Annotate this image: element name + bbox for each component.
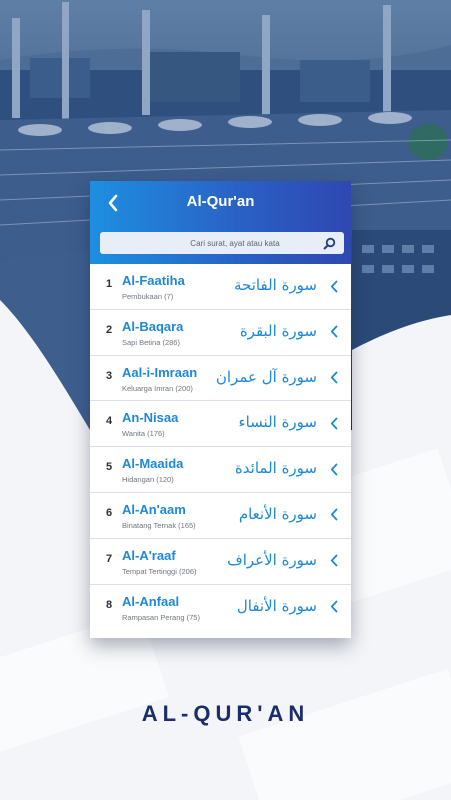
surah-meaning: Keluarga Imran (200) [122, 383, 193, 393]
app-screen-card [90, 181, 351, 638]
surah-arabic-name: سورة آل عمران [215, 367, 317, 386]
chevron-left-icon [329, 508, 339, 522]
surah-arabic-name: سورة المائدة [234, 459, 317, 478]
chevron-left-icon [329, 279, 339, 293]
surah-meaning: Binatang Ternak (165) [122, 520, 196, 530]
surah-meaning: Rampasan Perang (75) [122, 612, 200, 622]
chevron-left-icon [329, 325, 339, 339]
chevron-left-icon [329, 600, 339, 614]
surah-number: 2 [106, 323, 113, 336]
chevron-left-icon [329, 416, 339, 430]
page-title: Al-Qur'an [186, 193, 255, 210]
surah-number: 3 [106, 369, 113, 382]
surah-meaning: Sapi Betina (286) [122, 337, 180, 347]
search-input[interactable] [108, 239, 322, 248]
surah-arabic-name: سورة الفاتحة [234, 276, 317, 294]
surah-meaning: Tempat Tertinggi (206) [122, 566, 197, 576]
surah-name: Al-A'raaf [122, 547, 176, 563]
surah-name: Al-Baqara [122, 318, 184, 334]
surah-name: Aal-i-Imraan [122, 364, 198, 380]
surah-row[interactable] [90, 356, 351, 402]
chevron-left-icon [329, 371, 339, 385]
surah-meaning: Wanita (176) [122, 429, 165, 439]
surah-name: Al-Maaida [122, 456, 184, 472]
background-shape [238, 669, 451, 800]
surah-arabic-name: سورة الأعراف [227, 550, 317, 569]
surah-row[interactable] [90, 447, 351, 493]
surah-row[interactable] [90, 310, 351, 356]
surah-number: 4 [106, 415, 113, 428]
surah-number: 6 [106, 506, 113, 519]
brand-title: AL-QUR'AN [141, 701, 310, 726]
surah-name: Al-Faatiha [122, 273, 185, 288]
surah-row[interactable] [90, 493, 351, 539]
search-icon[interactable] [322, 236, 336, 250]
surah-name: Al-An'aam [122, 501, 186, 517]
surah-meaning: Pembukaan (7) [122, 292, 174, 301]
surah-row[interactable] [90, 401, 351, 447]
chevron-left-icon [329, 462, 339, 476]
surah-meaning: Hidangan (120) [122, 475, 174, 485]
surah-name: Al-Anfaal [122, 593, 180, 609]
surah-number: 5 [106, 461, 113, 474]
surah-row[interactable] [90, 539, 351, 585]
surah-number: 7 [106, 552, 113, 565]
surah-arabic-name: سورة البقرة [239, 321, 317, 340]
surah-number: 8 [106, 598, 113, 611]
surah-arabic-name: سورة الأنفال [236, 596, 317, 615]
surah-arabic-name: سورة الأنعام [238, 504, 317, 523]
chevron-left-icon [329, 554, 339, 568]
surah-row[interactable] [90, 585, 351, 631]
surah-row[interactable] [90, 264, 351, 310]
surah-arabic-name: سورة النساء [238, 413, 317, 432]
search-bar[interactable] [100, 232, 344, 254]
surah-name: An-Nisaa [122, 410, 179, 426]
surah-list [90, 264, 351, 630]
app-header [90, 181, 351, 264]
surah-number: 1 [106, 278, 113, 290]
